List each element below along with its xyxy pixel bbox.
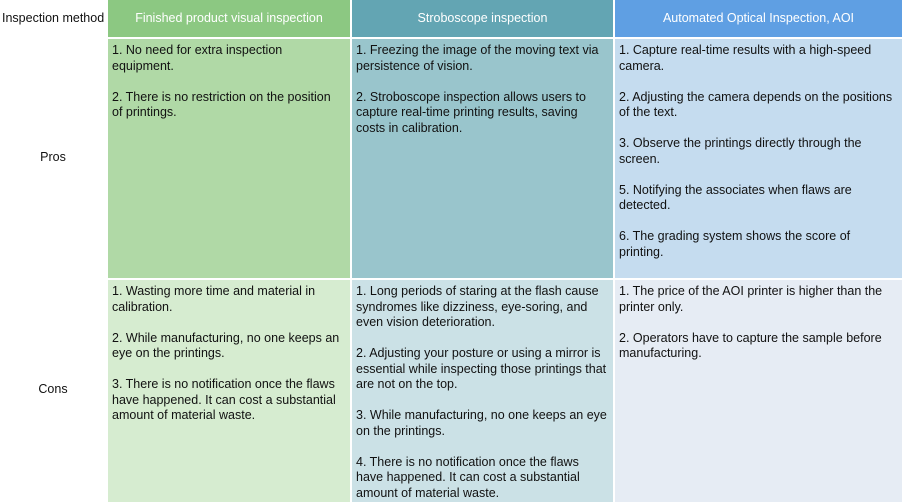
list-item: 2. Adjusting the camera depends on the positions of the text. bbox=[619, 89, 893, 119]
pros-aoi bbox=[613, 37, 902, 278]
list-item: 2. Operators have to capture the sample before manufacturing. bbox=[619, 330, 882, 360]
column-header-visual-inspection: Finished product visual inspection bbox=[106, 0, 350, 37]
list-item: 4. There is no notification once the flaws have happened. It can cost a substantial amount of material waste. bbox=[356, 454, 580, 500]
list-item: 2. There is no restriction on the position of printings. bbox=[112, 89, 331, 119]
list-item: 6. The grading system shows the score of printing. bbox=[619, 229, 851, 259]
column-header-aoi: Automated Optical Inspection, AOI bbox=[613, 0, 902, 37]
cons-visual-inspection bbox=[106, 278, 350, 502]
list-item: 5. Notifying the associates when flaws are detected. bbox=[619, 182, 852, 212]
list-item: 2. While manufacturing, no one keeps an eye on the printings. bbox=[112, 330, 340, 360]
list-item: 1. No need for extra inspection equipment. bbox=[112, 43, 283, 73]
column-header-stroboscope: Stroboscope inspection bbox=[350, 0, 613, 37]
pros-visual-inspection bbox=[106, 37, 350, 278]
list-item: 1. Freezing the image of the moving text via persistence of vision. bbox=[356, 43, 599, 73]
row-label-pros: Pros bbox=[40, 149, 66, 164]
corner-label: Inspection method bbox=[2, 10, 105, 25]
list-item: 1. The price of the AOI printer is higher than the printer only. bbox=[619, 284, 883, 314]
list-item: 3. There is no notification once the flaws have happened. It can cost a substantial amount of material waste. bbox=[112, 377, 336, 422]
list-item: 1. Wasting more time and material in calibration. bbox=[112, 284, 316, 314]
list-item: 3. Observe the printings directly through the screen. bbox=[619, 136, 862, 166]
list-item: 3. While manufacturing, no one keeps an eye on the printings. bbox=[356, 408, 607, 438]
pros-stroboscope bbox=[350, 37, 613, 278]
list-item: 1. Long periods of staring at the flash cause syndromes like dizziness, eye-soring, and even vision deterioration. bbox=[356, 284, 599, 329]
cons-aoi bbox=[613, 278, 902, 502]
list-item: 2. Adjusting your posture or using a mirror is essential while inspecting those printings that are not on the top. bbox=[356, 346, 607, 391]
row-label-cons: Cons bbox=[38, 382, 68, 397]
cons-stroboscope bbox=[350, 278, 613, 502]
list-item: 2. Stroboscope inspection allows users to capture real-time printing results, saving costs in calibration. bbox=[356, 89, 586, 135]
list-item: 1. Capture real-time results with a high-speed camera. bbox=[619, 43, 872, 73]
